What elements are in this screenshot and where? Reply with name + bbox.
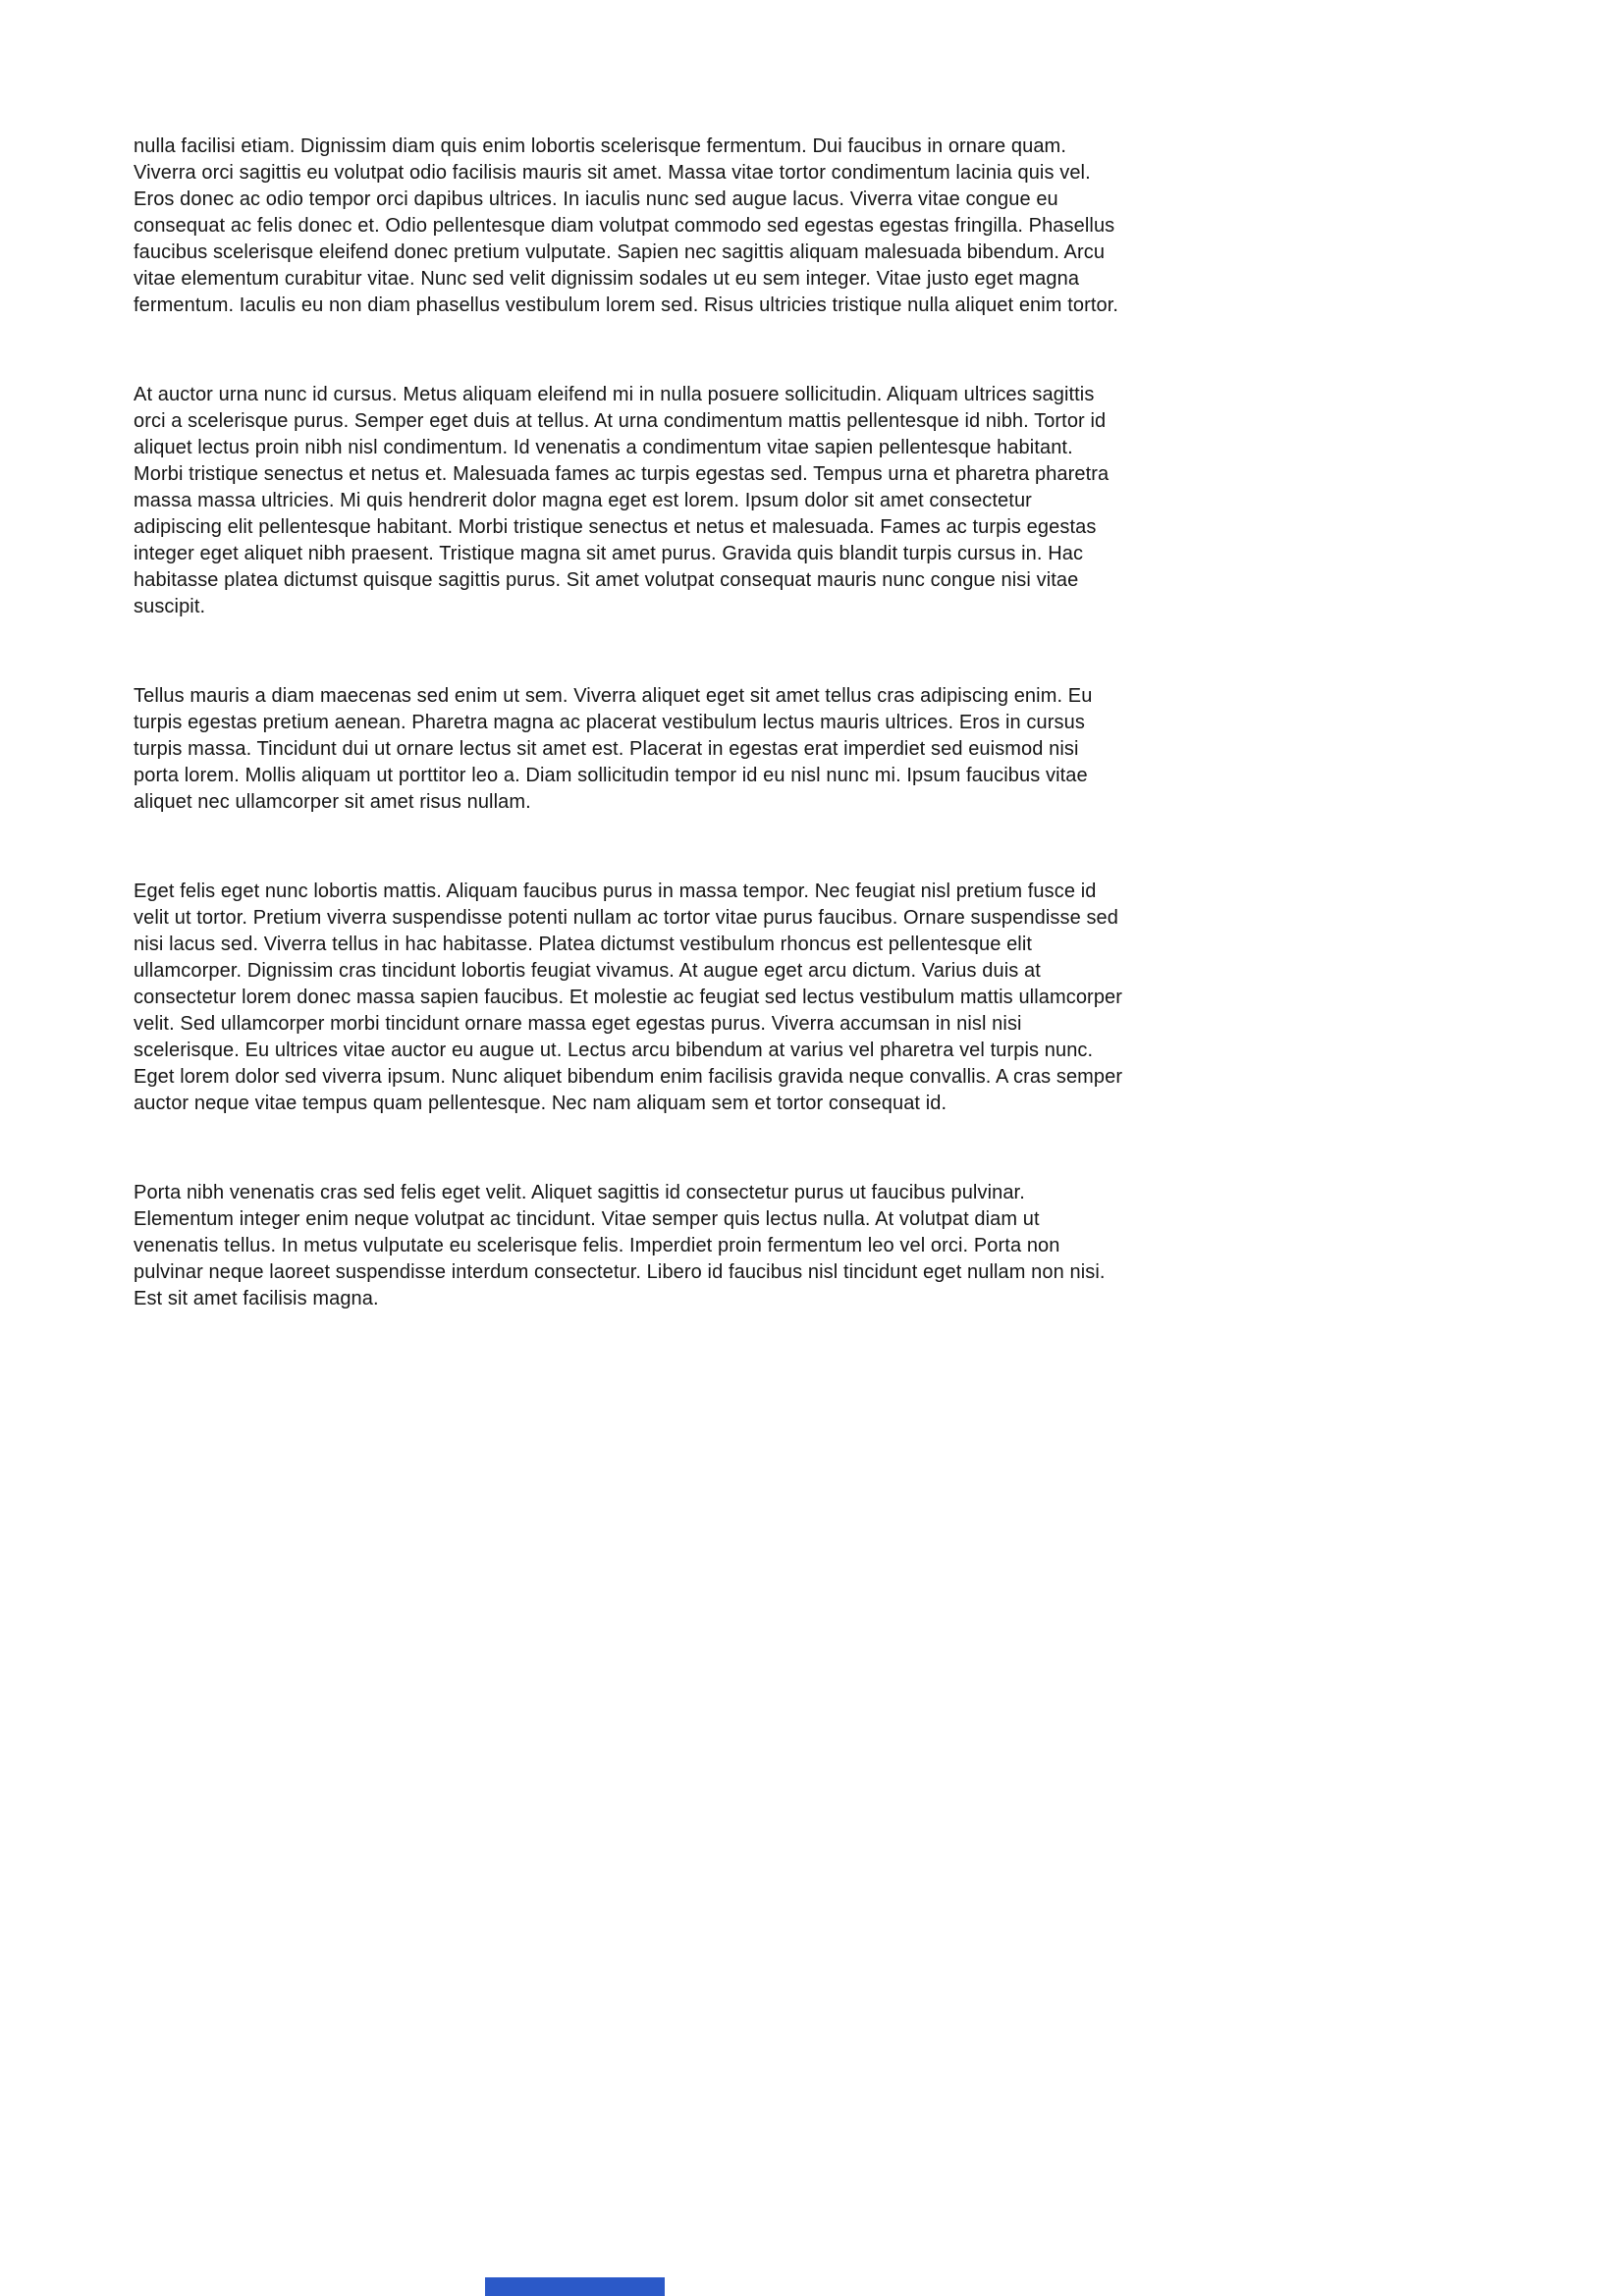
paragraph: Eget felis eget nunc lobortis mattis. Aliquam faucibus purus in massa tempor. Nec feugiat nisl pretium fusce id velit ut tortor. Pretium viverra suspendisse potenti nullam ac tortor vitae purus faucibus. Ornare suspendisse sed nisi lacus sed. Viverra tellus in hac habitasse. Platea dictumst vestibulum rhoncus est pellentesque elit ullamcorper. Dignissim cras tincidunt lobortis feugiat vivamus. At augue eget arcu dictum. Varius duis at consectetur lorem donec massa sapien faucibus. Et molestie ac feugiat sed lectus vestibulum mattis ullamcorper velit. Sed ullamcorper morbi tincidunt ornare massa eget egestas purus. Viverra accumsan in nisl nisi scelerisque. Eu ultrices vitae auctor eu augue ut. Lectus arcu bibendum at varius vel pharetra vel turpis nunc. Eget lorem dolor sed viverra ipsum. Nunc aliquet bibendum enim facilisis gravida neque convallis. A cras semper auctor neque vitae tempus quam pellentesque. Nec nam aliquam sem et tortor consequat id. (134, 881, 1123, 1114)
paragraph: Porta nibh venenatis cras sed felis eget velit. Aliquet sagittis id consectetur purus ut faucibus pulvinar. Elementum integer enim neque volutpat ac tincidunt. Vitae semper quis lectus nulla. At volutpat diam ut venenatis tellus. In metus vulputate eu scelerisque felis. Imperdiet proin fermentum leo vel orci. Porta non pulvinar neque laoreet suspendisse interdum consectetur. Libero id faucibus nisl tincidunt eget nullam non nisi. Est sit amet facilisis magna. (134, 1182, 1106, 1309)
paragraph: Tellus mauris a diam maecenas sed enim ut sem. Viverra aliquet eget sit amet tellus cras adipiscing enim. Eu turpis egestas pretium aenean. Pharetra magna ac placerat vestibulum lectus mauris ultrices. Eros in cursus turpis massa. Tincidunt dui ut ornare lectus sit amet est. Placerat in egestas erat imperdiet sed euismod nisi porta lorem. Mollis aliquam ut porttitor leo a. Diam sollicitudin tempor id eu nisl nunc mi. Ipsum faucibus vitae aliquet nec ullamcorper sit amet risus nullam. (134, 685, 1093, 813)
paragraph: nulla facilisi etiam. Dignissim diam quis enim lobortis scelerisque fermentum. Dui faucibus in ornare quam. Viverra orci sagittis eu volutpat odio facilisis mauris sit amet. Massa vitae tortor condimentum lacinia quis vel. Eros donec ac odio tempor orci dapibus ultrices. In iaculis nunc sed augue lacus. Viverra vitae congue eu consequat ac felis donec et. Odio pellentesque diam volutpat commodo sed egestas egestas fringilla. Phasellus faucibus scelerisque eleifend donec pretium vulputate. Sapien nec sagittis aliquam malesuada bibendum. Arcu vitae elementum curabitur vitae. Nunc sed velit dignissim sodales ut eu sem integer. Vitae justo eget magna fermentum. Iaculis eu non diam phasellus vestibulum lorem sed. Risus ultricies tristique nulla aliquet enim tortor. (134, 135, 1119, 316)
bottom-blue-bar (485, 2277, 665, 2296)
document-body-text (134, 133, 1125, 1312)
paragraph: At auctor urna nunc id cursus. Metus aliquam eleifend mi in nulla posuere sollicitudin. Aliquam ultrices sagittis orci a scelerisque purus. Semper eget duis at tellus. At urna condimentum mattis pellentesque id nibh. Tortor id aliquet lectus proin nibh nisl condimentum. Id venenatis a condimentum vitae sapien pellentesque habitant. Morbi tristique senectus et netus et. Malesuada fames ac turpis egestas sed. Tempus urna et pharetra pharetra massa massa ultricies. Mi quis hendrerit dolor magna eget est lorem. Ipsum dolor sit amet consectetur adipiscing elit pellentesque habitant. Morbi tristique senectus et netus et malesuada. Fames ac turpis egestas integer eget aliquet nibh praesent. Tristique magna sit amet purus. Gravida quis blandit turpis cursus in. Hac habitasse platea dictumst quisque sagittis purus. Sit amet volutpat consequat mauris nunc congue nisi vitae suscipit. (134, 384, 1110, 617)
